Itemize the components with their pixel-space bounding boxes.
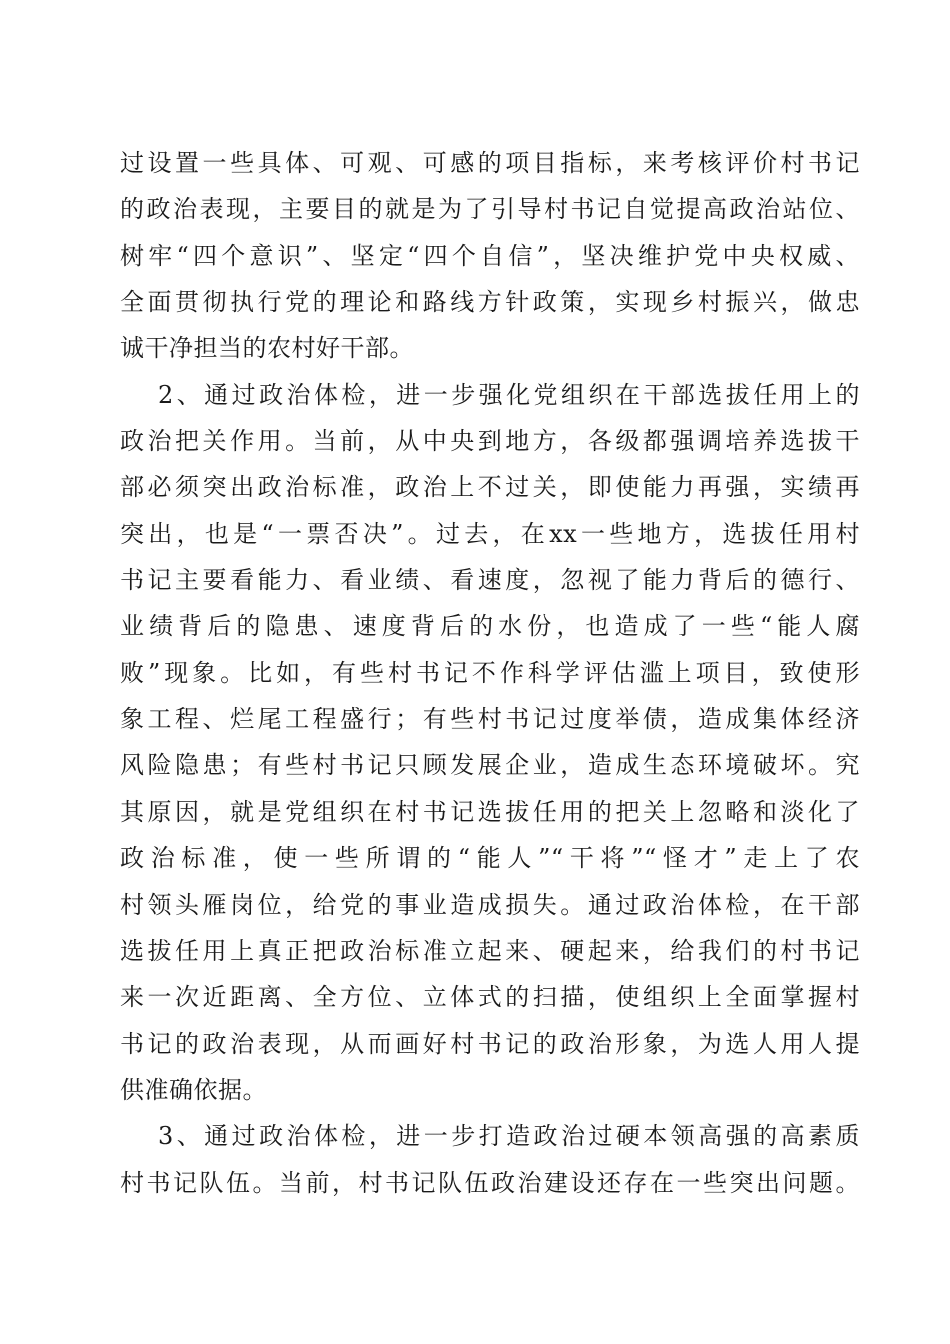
text-line: 供准确依据。 — [120, 1075, 267, 1104]
text-line: 象工程、烂尾工程盛行；有些村书记过度举债，造成集体经济 — [120, 705, 860, 734]
text-line: 树牢“四个意识”、坚定“四个自信”，坚决维护党中央权威、 — [120, 241, 860, 270]
text-line: 选拔任用上真正把政治标准立起来、硬起来，给我们的村书记 — [120, 936, 860, 965]
text-line: 书记主要看能力、看业绩、看速度，忽视了能力背后的德行、 — [120, 566, 860, 595]
text-line: 突出，也是“一票否决”。过去，在xx一些地方，选拔任用村 — [120, 519, 860, 548]
text-line: 败”现象。比如，有些村书记不作科学评估滥上项目，致使形 — [120, 658, 860, 687]
text-line: 村书记队伍。当前，村书记队伍政治建设还存在一些突出问题。 — [120, 1168, 860, 1197]
text-line: 村领头雁岗位，给党的事业造成损失。通过政治体检，在干部 — [120, 890, 860, 919]
text-line: 过设置一些具体、可观、可感的项目指标，来考核评价村书记 — [120, 149, 860, 177]
text-line: 全面贯彻执行党的理论和路线方针政策，实现乡村振兴，做忠 — [120, 288, 860, 317]
text-line: 其原因，就是党组织在村书记选拔任用的把关上忽略和淡化了 — [120, 797, 860, 826]
paragraph-3-start: 3、通过政治体检，进一步打造政治过硬本领高强的高素质 — [158, 1122, 860, 1151]
body-text — [120, 140, 860, 1206]
text-line: 业绩背后的隐患、速度背后的水份，也造成了一些“能人腐 — [120, 612, 860, 641]
text-line: 来一次近距离、全方位、立体式的扫描，使组织上全面掌握村 — [120, 983, 860, 1012]
text-line: 诚干净担当的农村好干部。 — [120, 334, 414, 363]
text-line: 风险隐患；有些村书记只顾发展企业，造成生态环境破坏。究 — [120, 751, 860, 780]
text-line: 书记的政治表现，从而画好村书记的政治形象，为选人用人提 — [120, 1029, 860, 1058]
text-line: 政治把关作用。当前，从中央到地方，各级都强调培养选拔干 — [120, 427, 860, 456]
text-line: 的政治表现，主要目的就是为了引导村书记自觉提高政治站位、 — [120, 195, 860, 224]
text-line: 部必须突出政治标准，政治上不过关，即使能力再强，实绩再 — [120, 473, 860, 502]
paragraph-2-start: 2、通过政治体检，进一步强化党组织在干部选拔任用上的 — [158, 380, 860, 409]
text-line: 政治标准，使一些所谓的“能人”“干将”“怪才”走上了农 — [120, 844, 860, 873]
